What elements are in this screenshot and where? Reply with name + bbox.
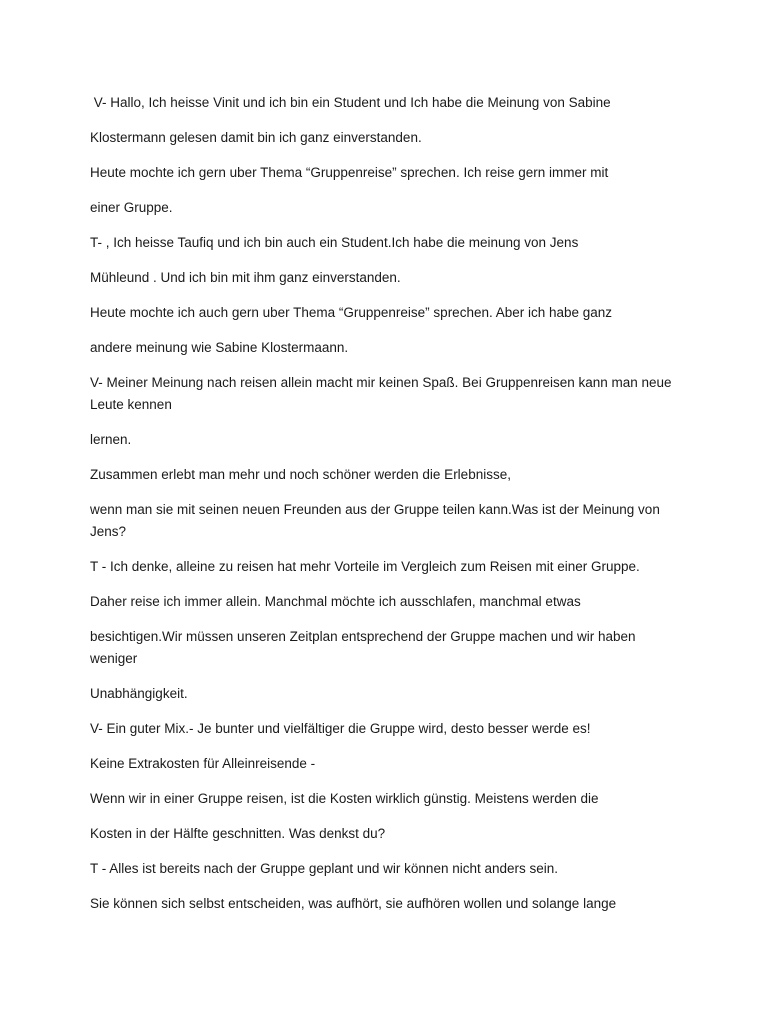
paragraph: Wenn wir in einer Gruppe reisen, ist die Kosten wirklich günstig. Meistens werden die bbox=[90, 791, 599, 806]
paragraph: Sie können sich selbst entscheiden, was aufhört, sie aufhören wollen und solange lange bbox=[90, 896, 617, 911]
paragraph: V- Hallo, Ich heisse Vinit und ich bin ein Student und Ich habe die Meinung von Sabine bbox=[90, 95, 611, 110]
paragraph: Heute mochte ich gern uber Thema “Gruppenreise” sprechen. Ich reise gern immer mit bbox=[90, 165, 609, 180]
paragraph: Kosten in der Hälfte geschnitten. Was denkst du? bbox=[90, 826, 386, 841]
paragraph: T- , Ich heisse Taufiq und ich bin auch ein Student.Ich habe die meinung von Jens bbox=[90, 235, 579, 250]
document-body bbox=[90, 92, 680, 928]
paragraph: Daher reise ich immer allein. Manchmal möchte ich ausschlafen, manchmal etwas bbox=[90, 594, 581, 609]
paragraph: lernen. bbox=[90, 432, 132, 447]
paragraph: andere meinung wie Sabine Klostermaann. bbox=[90, 340, 349, 355]
paragraph: V- Meiner Meinung nach reisen allein macht mir keinen Spaß. Bei Gruppenreisen kann man neue Leute kennen bbox=[90, 375, 676, 412]
paragraph: Mühleund . Und ich bin mit ihm ganz einverstanden. bbox=[90, 270, 401, 285]
paragraph: Heute mochte ich auch gern uber Thema “Gruppenreise” sprechen. Aber ich habe ganz bbox=[90, 305, 613, 320]
paragraph: V- Ein guter Mix.- Je bunter und vielfältiger die Gruppe wird, desto besser werde es! bbox=[90, 721, 591, 736]
paragraph: einer Gruppe. bbox=[90, 200, 173, 215]
paragraph: T - Ich denke, alleine zu reisen hat mehr Vorteile im Vergleich zum Reisen mit einer Gruppe. bbox=[90, 559, 640, 574]
paragraph: Klostermann gelesen damit bin ich ganz einverstanden. bbox=[90, 130, 422, 145]
paragraph: wenn man sie mit seinen neuen Freunden aus der Gruppe teilen kann.Was ist der Meinung von Jens? bbox=[90, 502, 664, 539]
paragraph: besichtigen.Wir müssen unseren Zeitplan entsprechend der Gruppe machen und wir haben weniger bbox=[90, 629, 640, 666]
paragraph: T - Alles ist bereits nach der Gruppe geplant und wir können nicht anders sein. bbox=[90, 861, 559, 876]
paragraph: Unabhängigkeit. bbox=[90, 686, 188, 701]
paragraph: Keine Extrakosten für Alleinreisende - bbox=[90, 756, 316, 771]
paragraph: Zusammen erlebt man mehr und noch schöner werden die Erlebnisse, bbox=[90, 467, 511, 482]
